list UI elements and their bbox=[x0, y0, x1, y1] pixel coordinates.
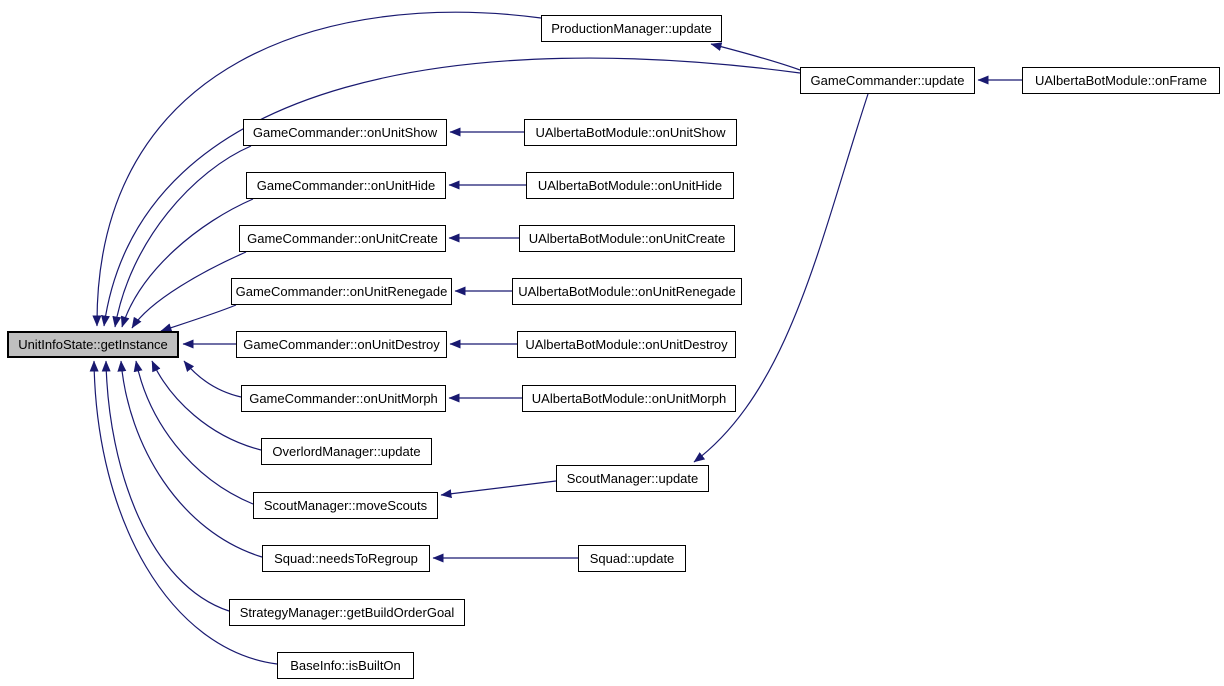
graph-node-scout_movescouts[interactable]: ScoutManager::moveScouts bbox=[253, 492, 438, 519]
edge-gc_onunitrenegade-to-unitinfostate_getinstance bbox=[161, 305, 236, 331]
graph-node-scout_update[interactable]: ScoutManager::update bbox=[556, 465, 709, 492]
graph-node-ub_onunitdestroy[interactable]: UAlbertaBotModule::onUnitDestroy bbox=[517, 331, 736, 358]
graph-node-gc_onunitdestroy[interactable]: GameCommander::onUnitDestroy bbox=[236, 331, 447, 358]
graph-node-gamecommander_update[interactable]: GameCommander::update bbox=[800, 67, 975, 94]
edge-scout_update-to-scout_movescouts bbox=[441, 481, 556, 495]
graph-node-gc_onunitmorph[interactable]: GameCommander::onUnitMorph bbox=[241, 385, 446, 412]
edge-gc_onunitcreate-to-unitinfostate_getinstance bbox=[132, 252, 246, 328]
graph-node-squad_update[interactable]: Squad::update bbox=[578, 545, 686, 572]
graph-node-strategy_getbuildordergoal[interactable]: StrategyManager::getBuildOrderGoal bbox=[229, 599, 465, 626]
edge-gc_onunitmorph-to-unitinfostate_getinstance bbox=[184, 361, 241, 397]
graph-node-ub_onunithide[interactable]: UAlbertaBotModule::onUnitHide bbox=[526, 172, 734, 199]
graph-node-overlord_update[interactable]: OverlordManager::update bbox=[261, 438, 432, 465]
graph-node-ub_onunitshow[interactable]: UAlbertaBotModule::onUnitShow bbox=[524, 119, 737, 146]
graph-node-ub_onunitcreate[interactable]: UAlbertaBotModule::onUnitCreate bbox=[519, 225, 735, 252]
edge-gamecommander_update-to-production_update bbox=[711, 44, 800, 70]
graph-node-baseinfo_isbuilton[interactable]: BaseInfo::isBuiltOn bbox=[277, 652, 414, 679]
graph-node-gc_onunitcreate[interactable]: GameCommander::onUnitCreate bbox=[239, 225, 446, 252]
graph-node-ub_onunitmorph[interactable]: UAlbertaBotModule::onUnitMorph bbox=[522, 385, 736, 412]
graph-node-squad_needstoregroup[interactable]: Squad::needsToRegroup bbox=[262, 545, 430, 572]
graph-node-production_update[interactable]: ProductionManager::update bbox=[541, 15, 722, 42]
graph-node-unitinfostate_getinstance: UnitInfoState::getInstance bbox=[7, 331, 179, 358]
graph-node-ub_onunitrenegade[interactable]: UAlbertaBotModule::onUnitRenegade bbox=[512, 278, 742, 305]
edge-scout_movescouts-to-unitinfostate_getinstance bbox=[136, 361, 253, 504]
graph-node-gc_onunitrenegade[interactable]: GameCommander::onUnitRenegade bbox=[231, 278, 452, 305]
graph-node-ualbertabot_onframe[interactable]: UAlbertaBotModule::onFrame bbox=[1022, 67, 1220, 94]
graph-node-gc_onunitshow[interactable]: GameCommander::onUnitShow bbox=[243, 119, 447, 146]
edge-gc_onunithide-to-unitinfostate_getinstance bbox=[122, 199, 253, 327]
graph-node-gc_onunithide[interactable]: GameCommander::onUnitHide bbox=[246, 172, 446, 199]
